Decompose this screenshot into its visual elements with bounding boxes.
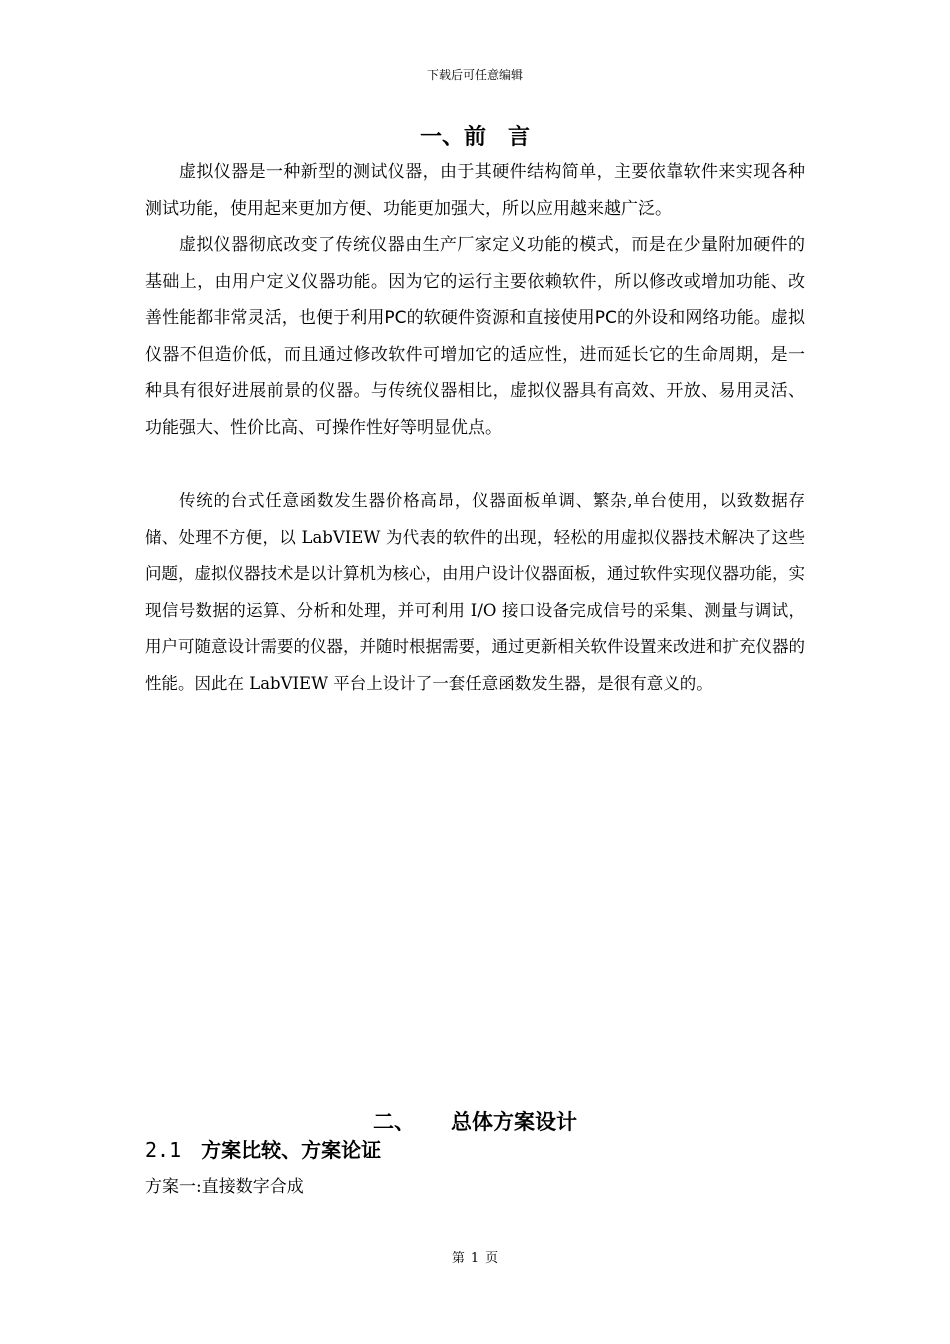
- plan-one-line: 方案一:直接数字合成: [145, 1177, 304, 1197]
- section-title-part2: 言: [508, 125, 531, 150]
- section-title-part1: 一、前: [419, 125, 486, 150]
- footer-suffix: 页: [485, 1251, 499, 1266]
- paragraph: 虚拟仪器是一种新型的测试仪器，由于其硬件结构简单，主要依靠软件来实现各种测试功能，使用起来更加方便、功能更加强大，所以应用越来越广泛。: [145, 162, 805, 219]
- paragraph-block-1: [145, 154, 805, 227]
- subsection-title: [145, 1134, 381, 1163]
- footer-prefix: 第: [451, 1251, 465, 1266]
- page-footer: [0, 1247, 950, 1266]
- subsection-number: 2.1: [145, 1138, 182, 1162]
- paragraph: 虚拟仪器彻底改变了传统仪器由生产厂家定义功能的模式，而是在少量附加硬件的基础上，由用户定义仪器功能。因为它的运行主要依赖软件，所以修改或增加功能、改善性能都非常灵活，也便于利用PC的软硬件资源和直接使用PC的外设和网络功能。虚拟仪器不但造价低，而且通过修改软件可增加它的适应性，进而延长它的生命周期，是一种具有很好进展前景的仪器。与传统仪器相比，虚拟仪器具有高效、开放、易用灵活、功能强大、性价比高、可操作性好等明显优点。: [145, 235, 805, 438]
- page-number: 1: [470, 1251, 480, 1266]
- paragraph: 传统的台式任意函数发生器价格高昂，仪器面板单调、繁杂,单台使用，以致数据存储、处理不方便，以 LabVIEW 为代表的软件的出现，轻松的用虚拟仪器技术解决了这些问题，虚拟仪器技术是以计算机为核心，由用户设计仪器面板，通过软件实现仪器功能，实现信号数据的运算、分析和处理，并可利用 I/O 接口设备完成信号的采集、测量与调试，用户可随意设计需要的仪器，并随时根据需要，通过更新相关软件设置来改进和扩充仪器的性能。因此在 LabVIEW 平台上设计了一套任意函数发生器，是很有意义的。: [145, 491, 805, 693]
- section-title-text: 总体方案设计: [451, 1110, 577, 1134]
- section-title-overall-design: [0, 1106, 950, 1136]
- header-note: 下载后可任意编辑: [426, 68, 523, 82]
- paragraph-block-2: [145, 227, 805, 446]
- paragraph-block-3: [145, 483, 805, 702]
- section-number: 二、: [373, 1110, 415, 1134]
- subsection-title-text: 方案比较、方案论证: [201, 1138, 382, 1162]
- section-title-preface: [0, 120, 950, 151]
